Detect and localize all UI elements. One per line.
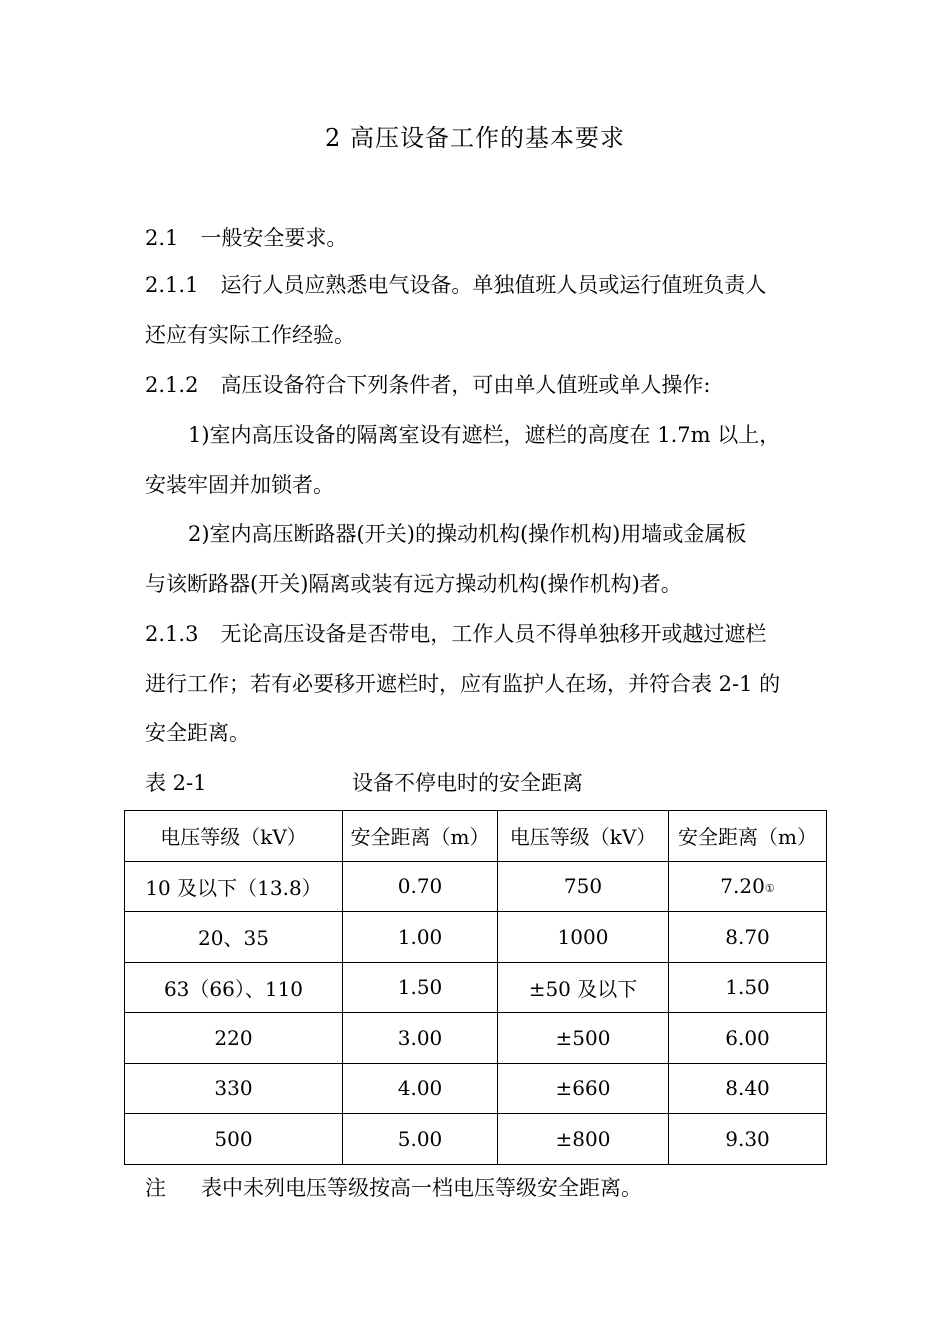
list-item-2-cont: 与该断路器(开关)隔离或装有远方操动机构(操作机构)者。 — [145, 572, 682, 596]
note-label: 注 — [145, 1176, 166, 1200]
table-cell: 3.00 — [343, 1013, 498, 1064]
section-text: 运行人员应熟悉电气设备。单独值班人员或运行值班负责人 — [220, 273, 767, 297]
table-row — [125, 1114, 827, 1165]
section-2-1-1-cont: 还应有实际工作经验。 — [145, 323, 355, 347]
table-row — [125, 861, 827, 912]
table-row — [125, 1063, 827, 1114]
table-header-cell: 安全距离（m） — [343, 811, 498, 862]
table-cell: 1.00 — [343, 912, 498, 963]
section-2-1-3-cont2: 安全距离。 — [145, 721, 250, 745]
section-number: 2.1.3 — [145, 622, 199, 646]
table-cell: 330 — [125, 1063, 343, 1114]
list-item-2: 2)室内高压断路器(开关)的操动机构(操作机构)用墙或金属板 — [188, 522, 747, 546]
section-2-1-2 — [145, 370, 711, 400]
section-2-1 — [145, 223, 347, 253]
table-header-row — [125, 811, 827, 862]
table-header-cell: 安全距离（m） — [669, 811, 827, 862]
table-cell: 0.70 — [343, 861, 498, 912]
section-text: 一般安全要求。 — [200, 226, 348, 250]
table-row — [125, 912, 827, 963]
page-title: 2 高压设备工作的基本要求 — [325, 124, 625, 152]
table-cell: ±500 — [498, 1013, 669, 1064]
section-text: 高压设备符合下列条件者，可由单人值班或单人操作: — [220, 373, 711, 397]
table-cell: 220 — [125, 1013, 343, 1064]
cell-value: 7.20 — [720, 874, 765, 899]
safety-distance-table — [124, 810, 827, 1165]
table-cell: 750 — [498, 861, 669, 912]
list-item-1: 1)室内高压设备的隔离室设有遮栏，遮栏的高度在 1.7m 以上， — [188, 423, 781, 447]
table-cell — [669, 861, 827, 912]
table-caption: 设备不停电时的安全距离 — [352, 771, 583, 795]
table-cell: 1.50 — [669, 962, 827, 1013]
table-cell: ±50 及以下 — [498, 962, 669, 1013]
section-2-1-1 — [145, 270, 766, 300]
note-text: 表中未列电压等级按高一档电压等级安全距离。 — [201, 1176, 642, 1200]
table-cell: 9.30 — [669, 1114, 827, 1165]
table-cell: 8.70 — [669, 912, 827, 963]
section-2-1-3-cont: 进行工作；若有必要移开遮栏时，应有监护人在场，并符合表 2-1 的 — [145, 672, 781, 696]
section-number: 2.1 — [145, 226, 179, 250]
table-cell: 63（66）、110 — [125, 962, 343, 1013]
table-cell: 5.00 — [343, 1114, 498, 1165]
table-note — [145, 1173, 642, 1203]
footnote-mark: ① — [764, 882, 775, 896]
table-cell: 1.50 — [343, 962, 498, 1013]
section-text: 无论高压设备是否带电，工作人员不得单独移开或越过遮栏 — [220, 622, 767, 646]
table-header-cell: 电压等级（kV） — [498, 811, 669, 862]
table-cell: 500 — [125, 1114, 343, 1165]
table-row — [125, 1013, 827, 1064]
table-cell: ±660 — [498, 1063, 669, 1114]
table-cell: ±800 — [498, 1114, 669, 1165]
section-number: 2.1.1 — [145, 273, 199, 297]
table-cell: 20、35 — [125, 912, 343, 963]
table-cell: 4.00 — [343, 1063, 498, 1114]
table-header-cell: 电压等级（kV） — [125, 811, 343, 862]
table-cell: 1000 — [498, 912, 669, 963]
table-row — [125, 962, 827, 1013]
list-item-1-cont: 安装牢固并加锁者。 — [145, 473, 334, 497]
table-cell: 10 及以下（13.8） — [125, 861, 343, 912]
section-2-1-3 — [145, 619, 766, 649]
section-number: 2.1.2 — [145, 373, 199, 397]
table-cell: 8.40 — [669, 1063, 827, 1114]
table-label: 表 2-1 — [145, 771, 207, 795]
table-cell: 6.00 — [669, 1013, 827, 1064]
